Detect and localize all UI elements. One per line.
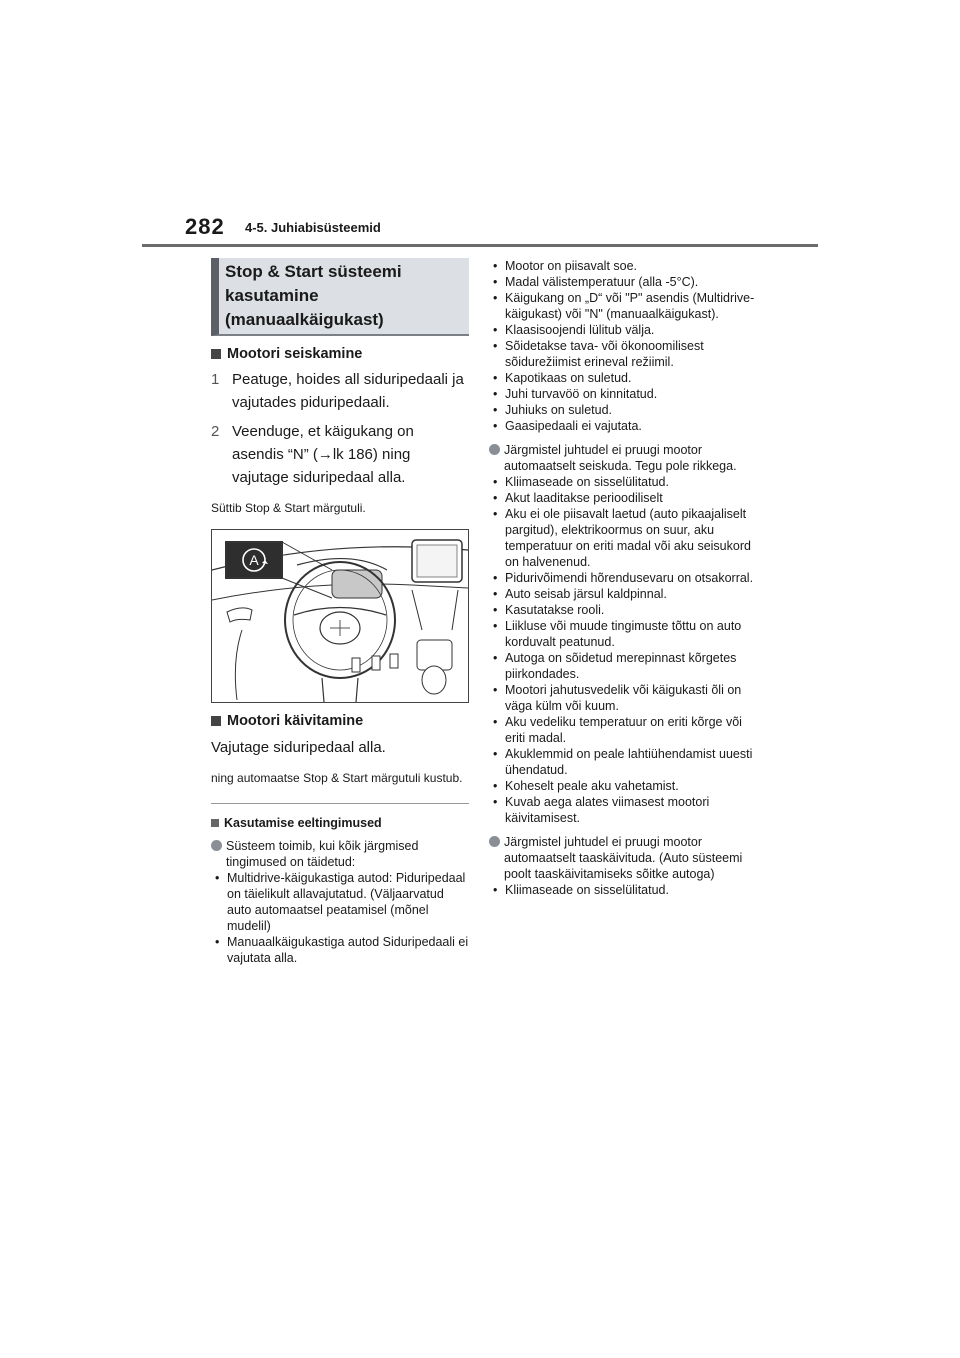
- circle-bullet-icon: [489, 836, 500, 847]
- list-item: • Akut laaditakse perioodiliselt: [493, 491, 663, 505]
- list-item: • Liikluse või muude tingimuste tõttu on auto korduvalt peatunud.: [493, 619, 742, 649]
- step-number: 1: [211, 371, 220, 388]
- list-item: • Juhi turvavöö on kinnitatud.: [493, 387, 658, 401]
- step-text: Veenduge, et käigukang on asendis “N” (→lk 186) ning vajutage siduripedaal alla.: [232, 423, 414, 486]
- step-1: [211, 368, 469, 414]
- square-bullet-icon: [211, 819, 219, 827]
- square-bullet-icon: [211, 349, 221, 359]
- chapter-title: 4-5. Juhiabisüsteemid: [245, 220, 381, 235]
- list-item: • Madal välistemperatuur (alla -5°C).: [493, 275, 699, 289]
- conditions-list-left: [211, 870, 469, 966]
- section-title-line-1: Stop & Start süsteemi: [225, 262, 402, 281]
- list-item: • Kuvab aega alates viimasest mootori käivitamisest.: [493, 795, 710, 825]
- list-item: • Multidrive-käigukastiga autod: Piduripedaal on täielikult allavajutatud. (Väljaarvatud auto automaatsel peatamisel (mõnel mudelil): [215, 871, 466, 933]
- list-item: • Kliimaseade on sisselülitatud.: [493, 883, 669, 897]
- conditions-intro-text: Süsteem toimib, kui kõik järgmised tingimused on täidetud:: [226, 839, 419, 869]
- conditions-intro: [211, 838, 469, 870]
- list-item: • Aku vedeliku temperatuur on eriti kõrge või eriti madal.: [493, 715, 742, 745]
- dashboard-illustration: [211, 529, 469, 703]
- no-auto-stop-intro: [489, 442, 759, 474]
- conditions-heading-text: Kasutamise eeltingimused: [224, 816, 382, 830]
- list-item: • Aku ei ole piisavalt laetud (auto pikaajaliselt pargitud), elektrikoormus on suur, aku temperatuur on eriti madal või aku seisukord on halvenenud.: [493, 507, 751, 569]
- step-text: Peatuge, hoides all siduripedaali ja vajutades piduripedaali.: [232, 371, 464, 411]
- list-item: • Kapotikaas on suletud.: [493, 371, 632, 385]
- section-title-box: [211, 258, 469, 336]
- no-auto-restart-list: [489, 882, 759, 898]
- step-number: 2: [211, 423, 220, 440]
- list-item: • Gaasipedaali ei vajutata.: [493, 419, 642, 433]
- stop-engine-heading-text: Mootori seiskamine: [227, 346, 363, 362]
- no-auto-stop-intro-text: Järgmistel juhtudel ei pruugi mootor automaatselt seiskuda. Tegu pole rikkega.: [504, 443, 737, 473]
- conditions-heading: [211, 816, 469, 830]
- start-note: ning automaatse Stop & Start märgutuli kustub.: [211, 771, 463, 785]
- right-column: [489, 258, 759, 898]
- list-item: • Manuaalkäigukastiga autod Siduripedaali ei vajutata alla.: [215, 935, 469, 965]
- section-divider: [211, 803, 469, 804]
- list-item: • Akuklemmid on peale lahtiühendamist uuesti ühendatud.: [493, 747, 753, 777]
- conditions-list-right: [489, 258, 759, 434]
- section-title-line-3: (manuaalkäigukast): [225, 310, 384, 329]
- square-bullet-icon: [211, 716, 221, 726]
- no-auto-stop-list: [489, 474, 759, 826]
- list-item: • Klaasisoojendi lülitub välja.: [493, 323, 655, 337]
- no-auto-restart-intro: [489, 834, 759, 882]
- list-item: • Autoga on sõidetud merepinnast kõrgetes piirkondades.: [493, 651, 737, 681]
- list-item: • Käigukang on „D“ või "P" asendis (Multidrive-käigukast) või "N" (manuaalkäigukast).: [493, 291, 755, 321]
- left-column: [211, 258, 469, 966]
- list-item: • Mootor on piisavalt soe.: [493, 259, 638, 273]
- step-2: [211, 420, 469, 489]
- list-item: • Juhiuks on suletud.: [493, 403, 613, 417]
- start-engine-text: Vajutage siduripedaal alla.: [211, 739, 386, 756]
- list-item: • Mootori jahutusvedelik või käigukasti õli on väga külm või kuum.: [493, 683, 742, 713]
- list-item: • Kliimaseade on sisselülitatud.: [493, 475, 669, 489]
- list-item: • Pidurivõimendi hõrendusevaru on otsakorral.: [493, 571, 754, 585]
- stop-note: Süttib Stop & Start märgutuli.: [211, 501, 366, 515]
- circle-bullet-icon: [489, 444, 500, 455]
- stop-engine-heading: [211, 346, 469, 362]
- no-auto-restart-intro-text: Järgmistel juhtudel ei pruugi mootor automaatselt taaskäivituda. (Auto süsteemi poolt taaskäivitamiseks sõitke autoga): [504, 835, 743, 881]
- start-engine-heading: [211, 713, 469, 729]
- circle-bullet-icon: [211, 840, 222, 851]
- page-number: 282: [185, 214, 225, 239]
- illustration-label-a: A: [249, 552, 259, 568]
- list-item: • Sõidetakse tava- või ökonoomilisest sõidurežiimist erineval režiimil.: [493, 339, 704, 369]
- header-rule: [142, 244, 818, 247]
- list-item: • Kasutatakse rooli.: [493, 603, 605, 617]
- list-item: • Auto seisab järsul kaldpinnal.: [493, 587, 667, 601]
- dashboard-drawing: [212, 530, 468, 702]
- start-engine-heading-text: Mootori käivitamine: [227, 713, 364, 729]
- section-title-line-2: kasutamine: [225, 286, 319, 305]
- list-item: • Koheselt peale aku vahetamist.: [493, 779, 679, 793]
